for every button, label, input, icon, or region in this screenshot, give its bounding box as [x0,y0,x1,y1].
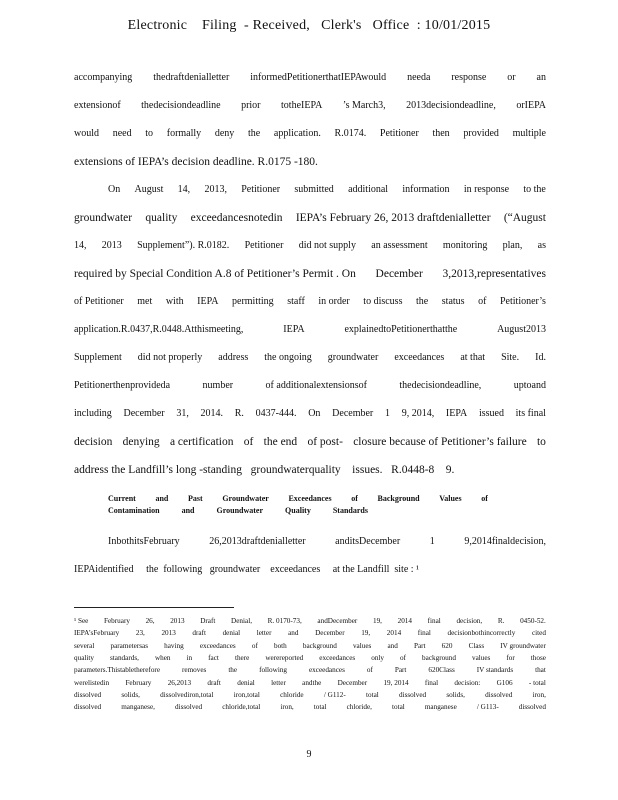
paragraph-line: decision denying a certification of the end of post- closure because of Petitioner’s failure to [74,436,546,448]
footnote-divider [74,607,234,608]
paragraph-line: would need to formally deny the application. R.0174. Petitioner then provided multiple [74,128,546,139]
footnote-line: IEPA’sFebruary 23, 2013 draft denial letter and December 19, 2014 final decisionbothincorrectly cited [74,629,546,638]
paragraph-line: IEPAidentified the following groundwater exceedances at the Landfill site : ¹ [74,564,420,575]
filing-header: Electronic Filing - Received, Clerk's Office : 10/01/2015 [127,18,491,33]
paragraph-line: groundwater quality exceedancesnotedin IEPA’s February 26, 2013 draftdenialletter (“August [74,212,546,224]
footnote-line: ¹ See February 26, 2013 Draft Denial, R. 0170-73, andDecember 19, 2014 final decision, R. 0450-52. [74,617,546,625]
paragraph-line: InbothitsFebruary 26,2013draftdenialletter anditsDecember 1 9,2014finaldecision, [108,536,546,547]
paragraph-line: Supplement did not properly address the ongoing groundwater exceedances at that Site. Id. [74,352,546,363]
paragraph-line: address the Landfill’s long -standing groundwaterquality issues. R.0448-8 9. [74,464,455,476]
paragraph-line: accompanying thedraftdenialletter informedPetitionerthatIEPAwould needa response or an [74,72,546,83]
footnote-line: dissolved manganese, dissolved chloride,total iron, total chloride, total manganese / G113- dissolved [74,703,546,712]
footnote-line: dissolved solids, dissolvediron,total iron,total chloride / G112- total dissolved solids, dissolved iron, [74,690,546,699]
paragraph-line: including December 31, 2014. R. 0437-444. On December 1 9, 2014, IEPA issued its final [74,408,546,419]
footnote-line: werelistedin February 26,2013 draft denial letter andthe December 19, 2014 final decision: G106 - total [74,678,546,687]
paragraph-line: Petitionerthenprovideda number of additionalextensionsof thedecisiondeadline, uptoand [74,380,546,391]
paragraph-line: 14, 2013 Supplement”). R.0182. Petitioner did not supply an assessment monitoring plan, as [74,240,546,251]
page-number: 9 [306,749,312,760]
paragraph-line: extensions of IEPA’s decision deadline. R.0175 -180. [74,156,318,168]
paragraph-line: On August 14, 2013, Petitioner submitted additional information in response to the [108,184,546,195]
section-heading-line-2: Contamination and Groundwater Quality Standards [108,506,368,515]
paragraph-line: extensionof thedecisiondeadline prior totheIEPA ’s March3, 2013decisiondeadline, orIEPA [74,100,546,111]
paragraph-line: of Petitioner met with IEPA permitting staff in order to discuss the status of Petitioner’s [74,296,546,307]
footnote-line: several parametersas having exceedances of both background values and Part 620 Class IV groundwater [74,641,546,650]
paragraph-line: required by Special Condition A.8 of Petitioner’s Permit . On December 3,2013,representatives [74,268,546,280]
paragraph-line: application.R.0437,R.0448.Atthismeeting, IEPA explainedtoPetitionerthatthe August2013 [74,324,546,335]
footnote-line: parameters.Thistabletherefore removes the following exceedances of Part 620Class IV standards that [74,666,546,675]
section-heading-line-1: Current and Past Groundwater Exceedances of Background Values of [108,494,488,503]
footnote-line: quality standards, when in fact there werereported exceedances only of background values for those [74,653,546,662]
